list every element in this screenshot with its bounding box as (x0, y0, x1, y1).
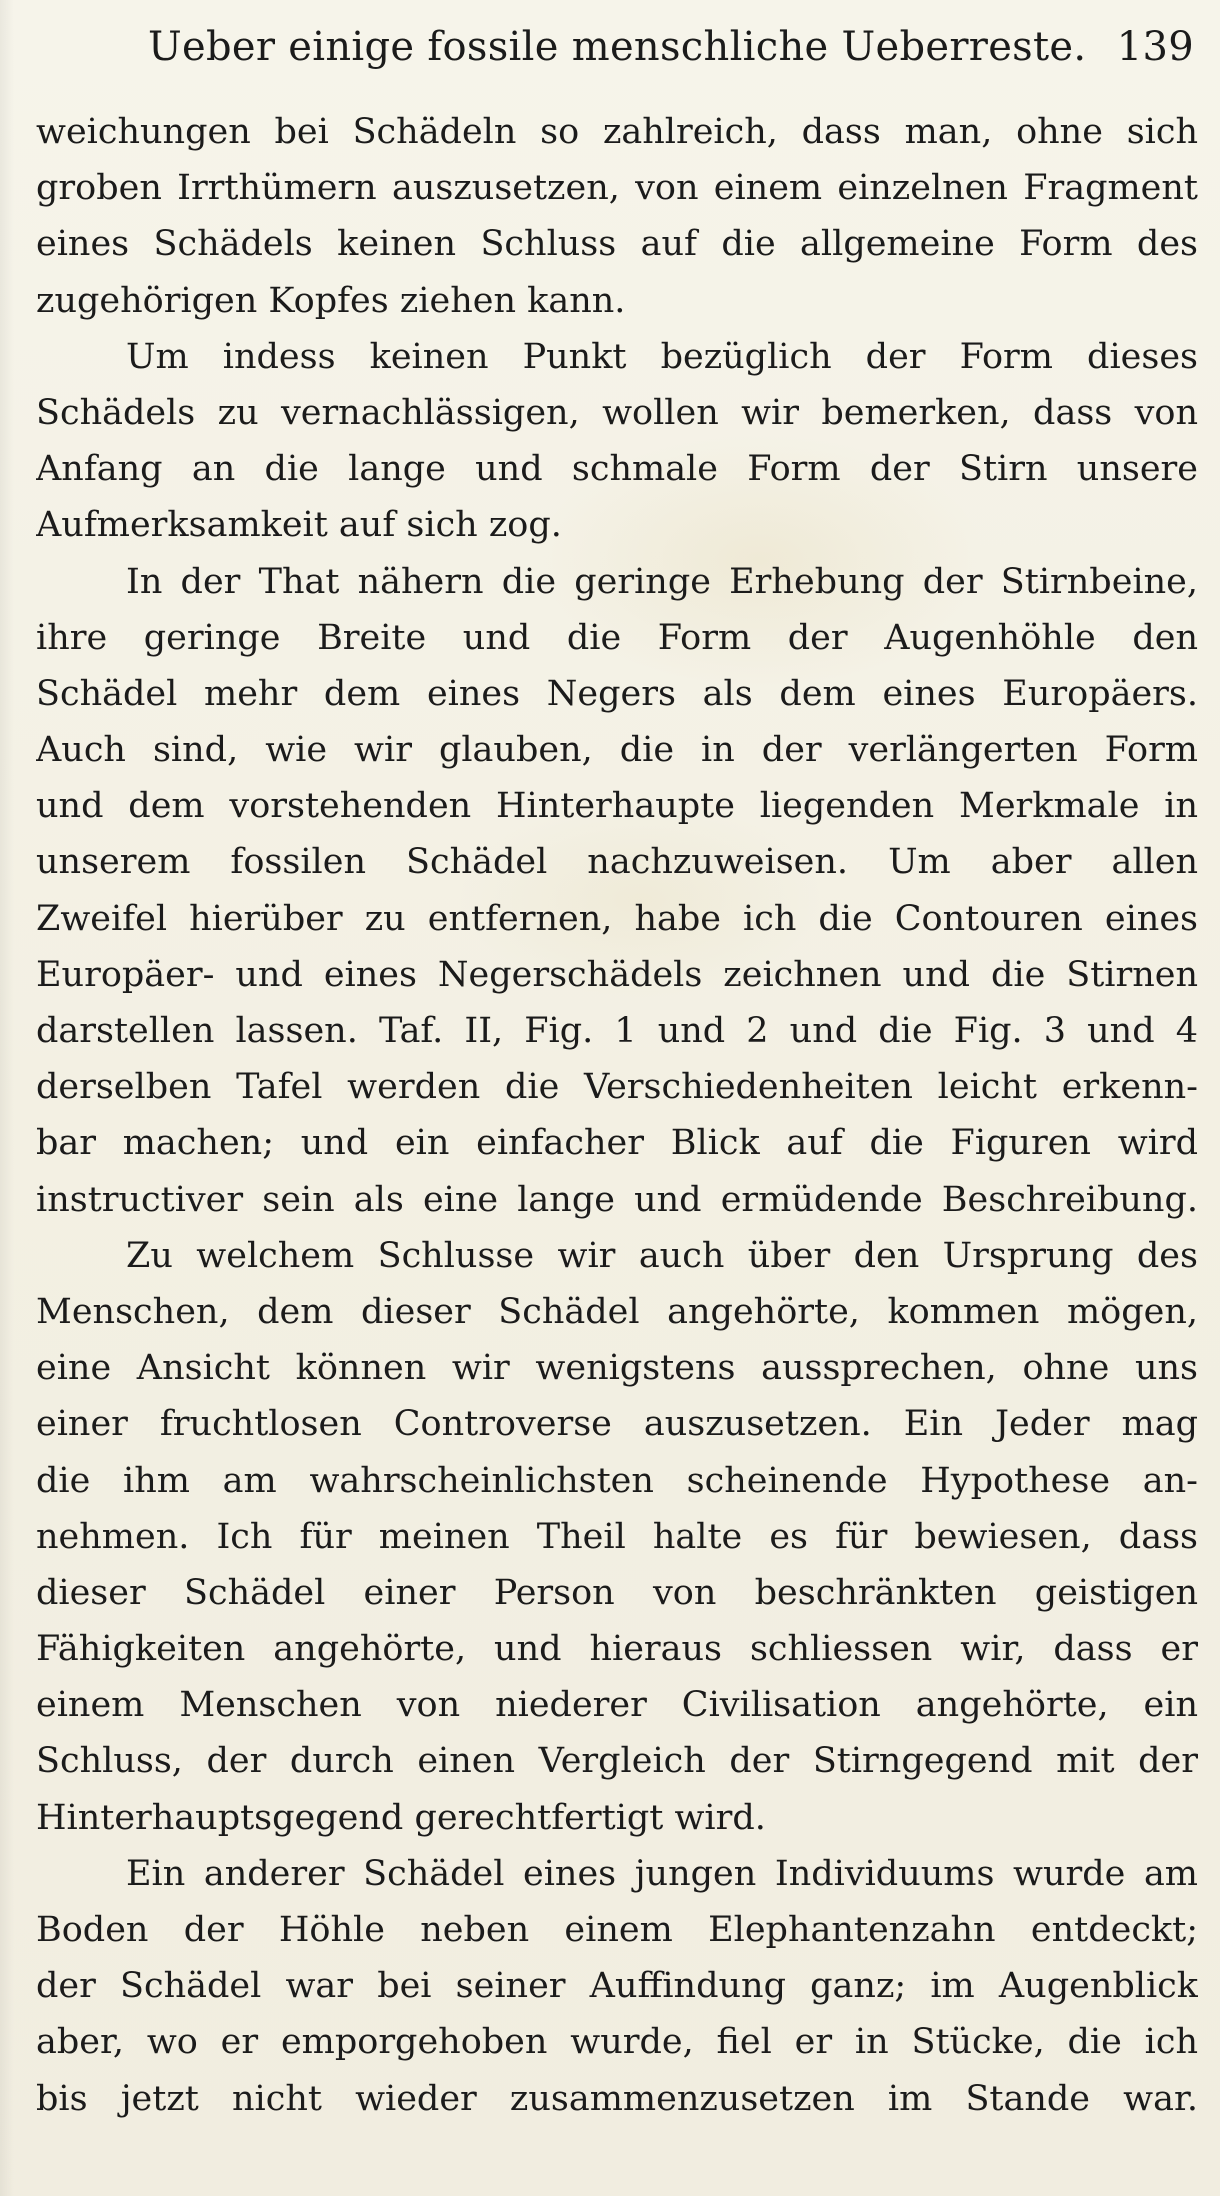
text-line: Menschen, dem dieser Schädel angehörte, kommen mögen, (36, 1291, 1198, 1332)
text-line: Aufmerksamkeit auf sich zog. (36, 505, 562, 546)
text-line: weichungen bei Schädeln so zahlreich, dass man, ohne sich (36, 112, 1198, 152)
text-line: bis jetzt nicht wieder zusammenzusetzen im Stande war. (36, 2078, 1198, 2119)
text-line: aber, wo er emporgehoben wurde, fiel er in Stücke, die ich (36, 2022, 1198, 2063)
text-line: Zu welchem Schlusse wir auch über den Ursprung des (126, 1235, 1198, 1276)
text-line: Fähigkeiten angehörte, und hieraus schliessen wir, dass er (36, 1629, 1198, 1670)
text-line: Zweifel hierüber zu entfernen, habe ich die Contouren eines (36, 898, 1198, 939)
text-line: einer fruchtlosen Controverse auszusetzen. Ein Jeder mag (36, 1404, 1198, 1445)
text-line: Anfang an die lange und schmale Form der Stirn unsere (36, 449, 1198, 490)
text-line: und dem vorstehenden Hinterhaupte liegenden Merkmale in (36, 786, 1198, 827)
text-line: Schädel mehr dem eines Negers als dem eines Europäers. (36, 673, 1198, 714)
text-line: zugehörigen Kopfes ziehen kann. (36, 280, 626, 321)
text-line: die ihm am wahrscheinlichsten scheinende Hypothese an- (36, 1460, 1198, 1501)
text-line: dieser Schädel einer Person von beschränkten geistigen (36, 1572, 1198, 1613)
text-line: In der That nähern die geringe Erhebung der Stirnbeine, (126, 561, 1198, 602)
text-line: Um indess keinen Punkt bezüglich der Form dieses (126, 336, 1198, 377)
text-line: bar machen; und ein einfacher Blick auf die Figuren wird (36, 1123, 1198, 1164)
page-edge-shadow (0, 0, 14, 2196)
text-line: darstellen lassen. Taf. II, Fig. 1 und 2 und die Fig. 3 und 4 (36, 1011, 1198, 1051)
text-line: eine Ansicht können wir wenigstens aussprechen, ohne uns (36, 1348, 1198, 1389)
text-line: eines Schädels keinen Schluss auf die allgemeine Form des (36, 224, 1198, 265)
page-number: 139 (1116, 24, 1194, 70)
text-line: groben Irrthümern auszusetzen, von einem einzelnen Fragment (36, 168, 1198, 209)
running-header (148, 24, 1194, 80)
text-line: der Schädel war bei seiner Auffindung ganz; im Augenblick (36, 1966, 1198, 2007)
text-line: instructiver sein als eine lange und ermüdende Beschreibung. (36, 1179, 1198, 1220)
text-line: ihre geringe Breite und die Form der Augenhöhle den (36, 617, 1198, 658)
text-line: derselben Tafel werden die Verschiedenheiten leicht erkenn- (36, 1067, 1198, 1108)
text-line: Schädels zu vernachlässigen, wollen wir bemerken, dass von (36, 392, 1198, 433)
text-line: Auch sind, wie wir glauben, die in der verlängerten Form (36, 730, 1198, 771)
text-line: Hinterhauptsgegend gerechtfertigt wird. (36, 1797, 766, 1838)
text-line: unserem fossilen Schädel nachzuweisen. Um aber allen (36, 842, 1198, 883)
text-line: Boden der Höhle neben einem Elephantenzahn entdeckt; (36, 1910, 1198, 1950)
running-title: Ueber einige fossile menschliche Ueberreste. (148, 24, 1087, 70)
body-text (36, 104, 1198, 2127)
text-line: einem Menschen von niederer Civilisation angehörte, ein (36, 1685, 1198, 1726)
text-line: Europäer- und eines Negerschädels zeichnen und die Stirnen (36, 954, 1198, 995)
text-line: Ein anderer Schädel eines jungen Individuums wurde am (126, 1853, 1198, 1894)
text-line: nehmen. Ich für meinen Theil halte es für bewiesen, dass (36, 1516, 1198, 1557)
text-line: Schluss, der durch einen Vergleich der Stirngegend mit der (36, 1741, 1198, 1782)
